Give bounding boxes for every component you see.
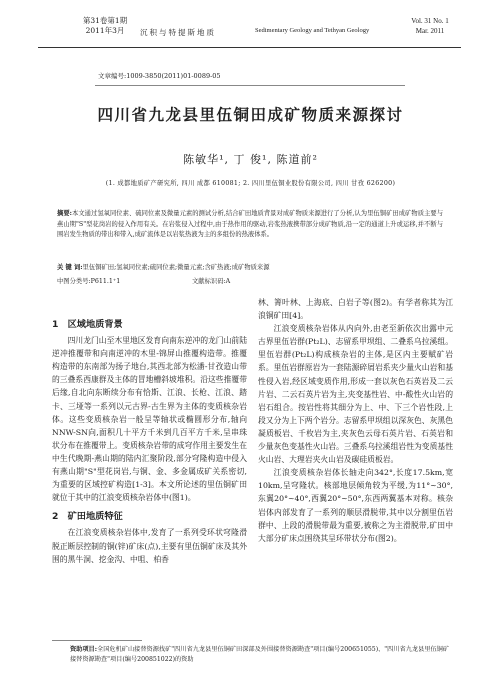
paper-title: 四川省九龙县里伍铜田成矿物质来源探讨 <box>97 106 404 124</box>
paper-authors: 陈敏华¹, 丁 俊¹, 陈道前² <box>183 153 318 166</box>
header-journal-cn: 沉积与特提斯地质 <box>140 28 216 37</box>
footnote <box>70 645 450 665</box>
abstract-label: 摘要: <box>57 210 72 217</box>
header-date-cn: 2011年3月 <box>85 26 125 35</box>
footnote-label: 资助项目: <box>70 646 98 653</box>
right-paragraph-stratigraphy: 江浪变质核杂岩体从内向外,由老至新依次出露中元古界里伍岩群(Pt₂L)、志留系甲坝组、二叠系乌拉溪组。里伍岩群(Pt₂L)构成核杂岩的主体,是区内主要赋矿岩系。里伍岩群原岩为一套陆源碎屑岩系夹少量火山岩和基性侵入岩,经区域变质作用,形成一套以灰色石英岩及二云片岩、二云石英片岩为主,夹变基性岩、中-酸性火山岩的岩石组合。按岩性将其细分为上、中、下三个岩性段,上段又分为上下两个岩分。志留系甲坝组以深灰色、灰黑色凝质板岩、千枚岩为主,夹灰色云母石英片岩、石英岩和少量灰色变基性火山岩。三叠系乌拉溪组岩性为变质基性火山岩、大理岩夹火山岩及碳硅质板岩。 <box>258 324 453 465</box>
section-1-paragraph: 四川龙门山至木里地区发育向南东逆冲的龙门山前陆逆冲推覆带和向南逆冲的木里-锦屏山推覆构造带。推覆构造带的东南部为扬子地台,其西北部为松潘-甘孜造山带的三叠系西康群及主体的冒地槽斜坡堆积。沿这些推覆带后缘,自北向东断续分布有恰斯、江浪、长枪、江浪、踏卡、三垭等一系列以元古界-古生界为主体的变质核杂岩体。这些变质核杂岩一般呈等轴状或椭圆形分布,轴向NNW-SN向,面积几十平方千米到几百平方千米,呈串珠状分布在推覆带上。变质核杂岩带的成穹作用主要发生在中生代晚期-燕山期的陆内汇聚阶段,部分穹隆构造中侵入有燕山期"S"型花岗岩,与铜、金、多金属成矿关系密切,为重要的区域控矿构造[1-3]。本文所论述的里伍铜矿田就位于其中的江浪变质核杂岩体中(图1)。 <box>52 336 247 503</box>
header-date-en: Mar. 2011 <box>415 27 445 35</box>
column-left <box>52 318 247 566</box>
keywords-label: 关 键 词: <box>57 264 83 271</box>
header-volume-en: Vol. 31 No. 1 <box>411 17 449 25</box>
section-1-heading: 1 区域地质背景 <box>52 319 123 330</box>
title-rule <box>95 85 405 86</box>
header-journal-en: Sedimentary Geology and Tethyan Geology <box>255 27 370 34</box>
clc-number: 中图分类号:P611.1⁺1 <box>57 278 121 285</box>
abstract <box>57 209 443 241</box>
right-paragraph-structure: 江浪变质核杂岩体长轴走向342°,长度17.5km,宽10km,呈穹隆状。核部地层倾角较为平缓,为11°~30°,东翼20°~40°,西翼20°~50°,东西两翼基本对称。核杂岩体内部发育了一系列的顺层滑脱带,其中以分割里伍岩群中、上段的滑脱带最为重要,被称之为主滑脱带,矿田中大部分矿床点围绕其呈环带状分布(图2)。 <box>258 468 453 543</box>
header-volume-cn: 第31卷第1期 <box>82 16 128 25</box>
header-rule <box>38 47 461 48</box>
keywords <box>57 262 443 271</box>
footnote-text: 全国危机矿山接替资源找矿"四川省九龙县里伍铜矿田深部及外围接替资源勘查"项目(编号200651055)、"四川省九龙县里伍铜矿接替资源勘查"项目(编号200851022)的资助 <box>70 646 450 663</box>
column-right <box>258 296 453 545</box>
document-code: 文献标识码:A <box>192 278 231 285</box>
abstract-text: 本文通过氢氧同位素、硫同位素及微量元素的测试分析,结合矿田地质背景对成矿物质来源进行了分析,认为里伍铜矿田成矿物质主要与燕山期"S"型花岗岩的侵入作用有关。在岩浆侵入过程中,由于热作用的驱动,岩浆热液携带部分成矿物质,沿一定的通道上升或运移,并不断与围岩发生物质的带出和带入,成矿流体是以岩浆热液为主的多组份的热液体系。 <box>57 210 443 239</box>
article-number: 文章编号:1009-3850(2011)01-0089-05 <box>98 72 221 80</box>
right-paragraph-continued: 林、箐叶林、上海底、白岩子等(图2)。有学者称其为江浪铜矿田[4]。 <box>258 298 453 321</box>
section-2-paragraph: 在江浪变质核杂岩体中,发育了一系列受环状穹隆滑脱正断层控制的铜(锌)矿床(点),主要有里伍铜矿床及其外围的黑牛洞、挖金沟、中咀、柏香 <box>52 528 247 564</box>
section-2-heading: 2 矿田地质特征 <box>52 511 123 523</box>
header-volume <box>60 16 150 36</box>
paper-affiliation: (1. 成都地质矿产研究所, 四川 成都 610081; 2. 四川里伍铜业股份有限公司, 四川 甘孜 626200) <box>105 180 396 187</box>
keywords-text: 里伍铜矿田;氢氧同位素;硫同位素;微量元素;含矿热液;成矿物质来源 <box>82 264 270 271</box>
header-volume-en-block <box>400 16 460 36</box>
footnote-rule <box>52 640 142 641</box>
